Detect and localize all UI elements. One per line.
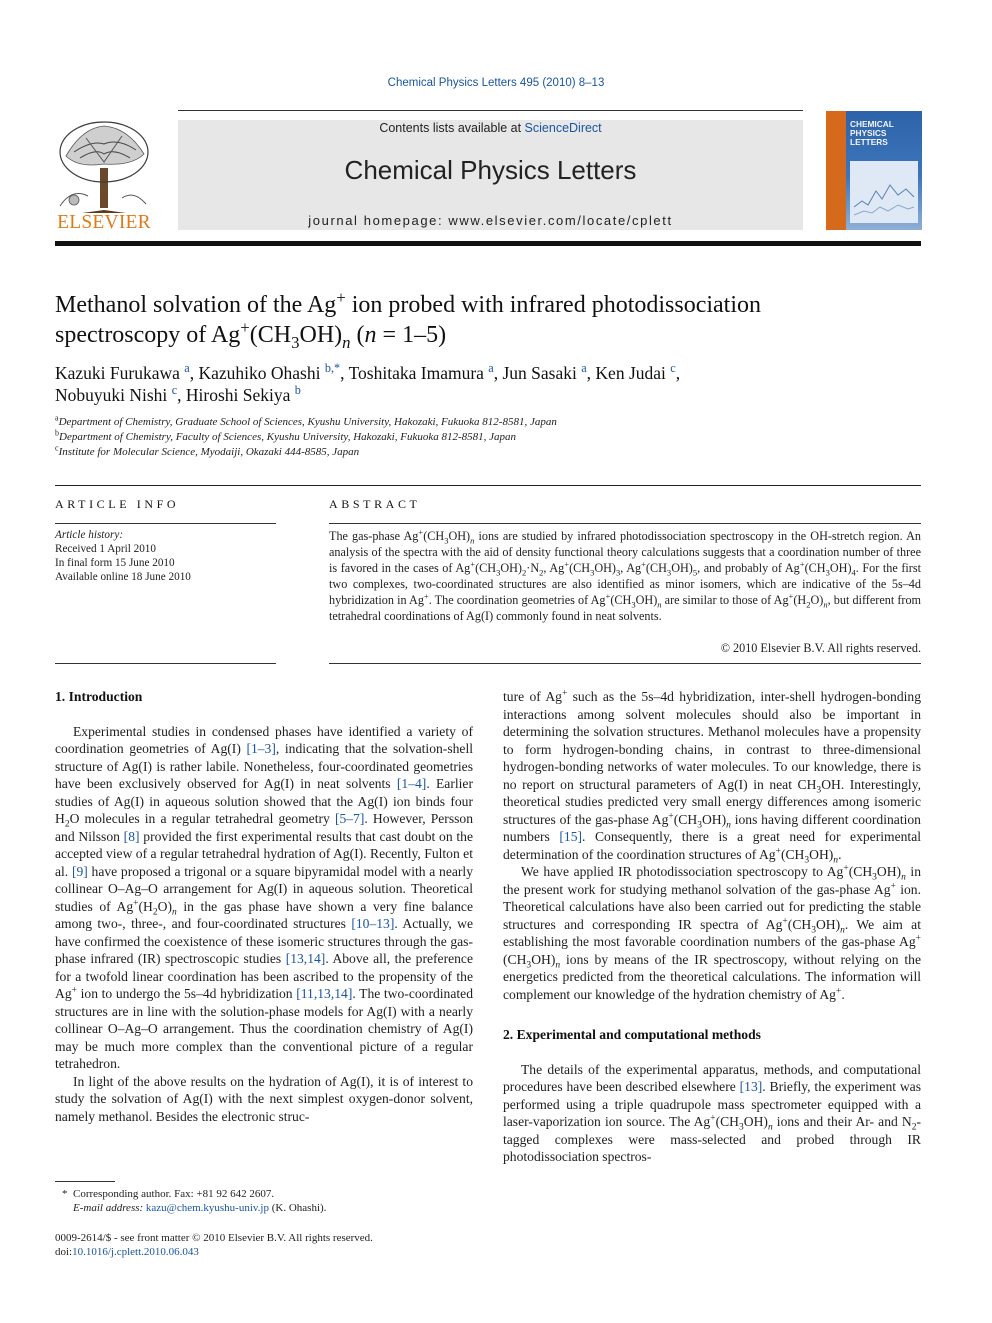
subscript-three: 3: [291, 332, 300, 352]
section-heading-introduction: 1. Introduction: [55, 689, 143, 704]
author[interactable]: Ken Judai $^c$: [595, 361, 676, 383]
section-rule: [329, 663, 921, 664]
online-date: Available online 18 June 2010: [55, 571, 191, 583]
cover-artwork: [850, 161, 918, 223]
author-list: Kazuki Furukawa $^a$, Kazuhiko Ohashi $^{b,*}$, Toshitaka Imamura $^a$, Jun Sasaki $^a$, Ken Judai $^c$, Nobuyuki Nishi $^c$, Hiroshi Sekiya $^b$: [55, 361, 681, 405]
citation-link[interactable]: [9]: [71, 863, 88, 879]
title-text: OH): [299, 322, 343, 348]
section-rule: [329, 523, 921, 524]
title-text: = 1–5): [376, 322, 447, 348]
doi-link[interactable]: 10.1016/j.cplett.2010.06.043: [72, 1246, 199, 1258]
citation-link[interactable]: [1–4]: [396, 776, 427, 791]
header-thick-rule: [55, 241, 921, 246]
superscript-plus: +: [336, 288, 346, 307]
doi-line: doi:10.1016/j.cplett.2010.06.043: [55, 1246, 199, 1258]
author[interactable]: Nobuyuki Nishi $^c$: [55, 383, 178, 405]
title-text: (: [350, 322, 365, 348]
header-rule: [178, 110, 803, 111]
citation-link[interactable]: [5–7]: [334, 811, 365, 826]
author[interactable]: Kazuhiko Ohashi $^{b,*}$: [198, 361, 341, 383]
abstract-heading: ABSTRACT: [329, 497, 421, 511]
cover-graph-icon: [850, 161, 918, 223]
received-date: Received 1 April 2010: [55, 543, 156, 555]
body-column-right: [503, 688, 921, 1166]
cover-color-strip: [826, 111, 846, 230]
abstract-copyright: © 2010 Elsevier B.V. All rights reserved.: [720, 641, 921, 655]
title-text: ion probed with infrared photodissociation: [345, 292, 762, 318]
journal-homepage[interactable]: journal homepage: www.elsevier.com/locate/cplett: [308, 213, 673, 228]
front-matter-note: [55, 1231, 555, 1259]
author[interactable]: Jun Sasaki $^a$: [502, 361, 587, 383]
section-rule: [55, 485, 921, 486]
paragraph: ture of Ag+ such as the 5s–4d hybridization, inter-shell hydrogen-bonding interactions among solvent molecules should also be important in determining the solvation structures. Methanol molecules have a propensity to form hydrogen-bonding chains, in contrast to three-dimensional hydrogen-bonding networks of water molecules. To our knowledge, there is no report on structural parameters of Ag(I) in neat $CH_3OH$. Interestingly, theoretical studies predicted very small energy differences among isomeric structures of the gas-phase $Ag^+(CH_3OH)_n$ ions having different coordination numbers [15]. Consequently, there is a great need for experimental determination of the coordination structures of $Ag^+(CH_3OH)_n$.: [503, 688, 922, 866]
footnote-rule: [55, 1181, 115, 1182]
contents-prefix: Contents lists available at: [379, 121, 525, 135]
section-heading-methods: 2. Experimental and computational methods: [503, 1027, 761, 1042]
citation-link[interactable]: [8]: [123, 828, 140, 844]
italic-n: n: [364, 322, 377, 348]
history-title: Article history:: [55, 529, 124, 541]
citation-link[interactable]: [13]: [739, 1079, 763, 1094]
contents-line: [178, 121, 803, 135]
author[interactable]: Kazuki Furukawa $^a$: [55, 361, 190, 383]
abstract-text: The gas-phase $Ag^+(CH_3OH)_n$ ions are studied by infrared photodissociation spectroscopy in the OH-stretch region. An analysis of the spectra with the aid of density functional theory calculations suggests that a coordination number of three is favored in the cases of $Ag^+(CH_3OH)_2\cdot N_2$, $Ag^+(CH_3OH)_3$, $Ag^+(CH_3OH)_5$, and probably of $Ag^+(CH_3OH)_4$. For the first two complexes, two-coordinated structures are also identified as minor isomers, which are indicative of the 5s–4d hybridization in Ag+. The coordination geometries of $Ag^+(CH_3OH)_n$ are similar to those of $Ag^+(H_2O)_n$, but different from tetrahedral coordinations of Ag(I) commonly found in neat solvents.: [329, 526, 922, 623]
journal-cover-thumbnail[interactable]: [826, 111, 922, 230]
affiliation: $^a$Department of Chemistry, Graduate School of Sciences, Kyushu University, Hakozaki, Fukuoka 812-8581, Japan: [55, 413, 557, 428]
article-info-heading: ARTICLE INFO: [55, 497, 180, 511]
affiliation: $^b$Department of Chemistry, Faculty of Sciences, Kyushu University, Hakozaki, Fukuoka 812-8581, Japan: [55, 428, 517, 443]
author[interactable]: Hiroshi Sekiya $^b$: [185, 383, 301, 405]
subscript-n: n: [342, 332, 351, 352]
paragraph: The details of the experimental apparatus, methods, and computational procedures have been described elsewhere [13]. Briefly, the experiment was performed using a triple quadrupole mass spectrometer equipped with a laser-vaporization ion source. The $Ag^+(CH_3OH)_n$ ions and their Ar- and $N_2$-tagged complexes were mass-selected and probed through IR photodissociation spectros-: [503, 1061, 922, 1164]
citation-link[interactable]: [1–3]: [246, 741, 276, 756]
footnotes: [62, 1187, 482, 1215]
superscript-plus: +: [240, 318, 250, 337]
email-note: E-mail address: kazu@chem.kyushu-univ.jp (K. Ohashi).: [73, 1202, 327, 1214]
affiliation: $^c$Institute for Molecular Science, Myodaiji, Okazaki 444-8585, Japan: [55, 443, 360, 458]
paragraph: We have applied IR photodissociation spectroscopy to $Ag^+(CH_3OH)_n$ in the present work for studying methanol solvation of the gas-phase Ag+ ion. Theoretical calculations have also been carried out for predicting the stable structures and corresponding IR spectra of $Ag^+(CH_3OH)_n$. We aim at establishing the most favorable coordination numbers of the gas-phase $Ag^+(CH_3OH)_n$ ions by means of the IR spectroscopy, without relying on the energetics predicted from the theoretical calculations. The information will complement our knowledge of the hydration chemistry of Ag+.: [503, 863, 921, 1002]
title-text: Methanol solvation of the Ag: [55, 292, 337, 318]
citation-link[interactable]: [13,14]: [285, 951, 326, 966]
citation-link[interactable]: [11,13,14]: [296, 986, 353, 1001]
author[interactable]: Toshitaka Imamura $^a$: [348, 361, 494, 383]
article-history: [55, 528, 276, 584]
journal-citation[interactable]: Chemical Physics Letters 495 (2010) 8–13: [387, 77, 605, 89]
paragraph: In light of the above results on the hydration of Ag(I), it is of interest to study the solvation of Ag(I) with the next simplest oxygen-donor solvent, namely methanol. Besides the electronic struc-: [55, 1073, 473, 1124]
section-rule: [55, 523, 276, 524]
affiliations: [55, 415, 755, 460]
cover-title: CHEMICAL PHYSICS LETTERS: [850, 119, 894, 147]
sciencedirect-link[interactable]: ScienceDirect: [524, 121, 602, 135]
final-form-date: In final form 15 June 2010: [55, 557, 175, 569]
body-column-left: [55, 688, 473, 1125]
title-text: (CH: [249, 322, 292, 348]
email-link[interactable]: kazu@chem.kyushu-univ.jp: [145, 1202, 269, 1214]
section-rule: [55, 663, 276, 664]
corresponding-author-note: * Corresponding author. Fax: +81 92 642 2607.: [62, 1188, 275, 1200]
issn-line: 0009-2614/$ - see front matter © 2010 Elsevier B.V. All rights reserved.: [55, 1232, 373, 1244]
title-text: spectroscopy of Ag: [55, 322, 241, 348]
citation-link[interactable]: [10–13]: [351, 916, 395, 931]
citation-link[interactable]: [15]: [559, 829, 583, 844]
elsevier-tree-icon: [52, 118, 156, 214]
article-title: [55, 290, 925, 350]
journal-title: Chemical Physics Letters: [344, 155, 637, 185]
paragraph: Experimental studies in condensed phases have identified a variety of coordination geometries of Ag(I) [1–3], indicating that the solvation-shell structure of Ag(I) is rather labile. Nonetheless, four-coordinated geometries have been exclusively observed for Ag(I) in neat solvents [1–4]. Earlier studies of Ag(I) in aqueous solution showed that the Ag(I) ion binds four $H_2O$ molecules in a regular tetrahedral geometry [5–7]. However, Persson and Nilsson [8] provided the first experimental results that cast doubt on the accepted view of a regular tetrahedral hydration of Ag(I). Recently, Fulton et al. [9] have proposed a trigonal or a square bipyramidal model with a nearly collinear O–Ag–O arrangement for Ag(I) in aqueous solution. Theoretical studies of $Ag^+(H_2O)_n$ in the gas phase have shown a very fine balance among two-, three-, and four-coordinated structures [10–13]. Actually, we have confirmed the coexistence of these isomeric structures through the gas-phase infrared (IR) spectroscopic studies [13,14]. Above all, the preference for a twofold linear coordination has been ascribed to the propensity of the Ag+ ion to undergo the 5s–4d hybridization [11,13,14]. The two-coordinated structures are in line with the solution-phase models for Ag(I) with a nearly collinear O–Ag–O arrangement. Thus the coordination chemistry of Ag(I) may be much more complex than the conventional picture of a regular tetrahedron.: [55, 723, 474, 1071]
elsevier-wordmark[interactable]: ELSEVIER: [57, 212, 151, 233]
